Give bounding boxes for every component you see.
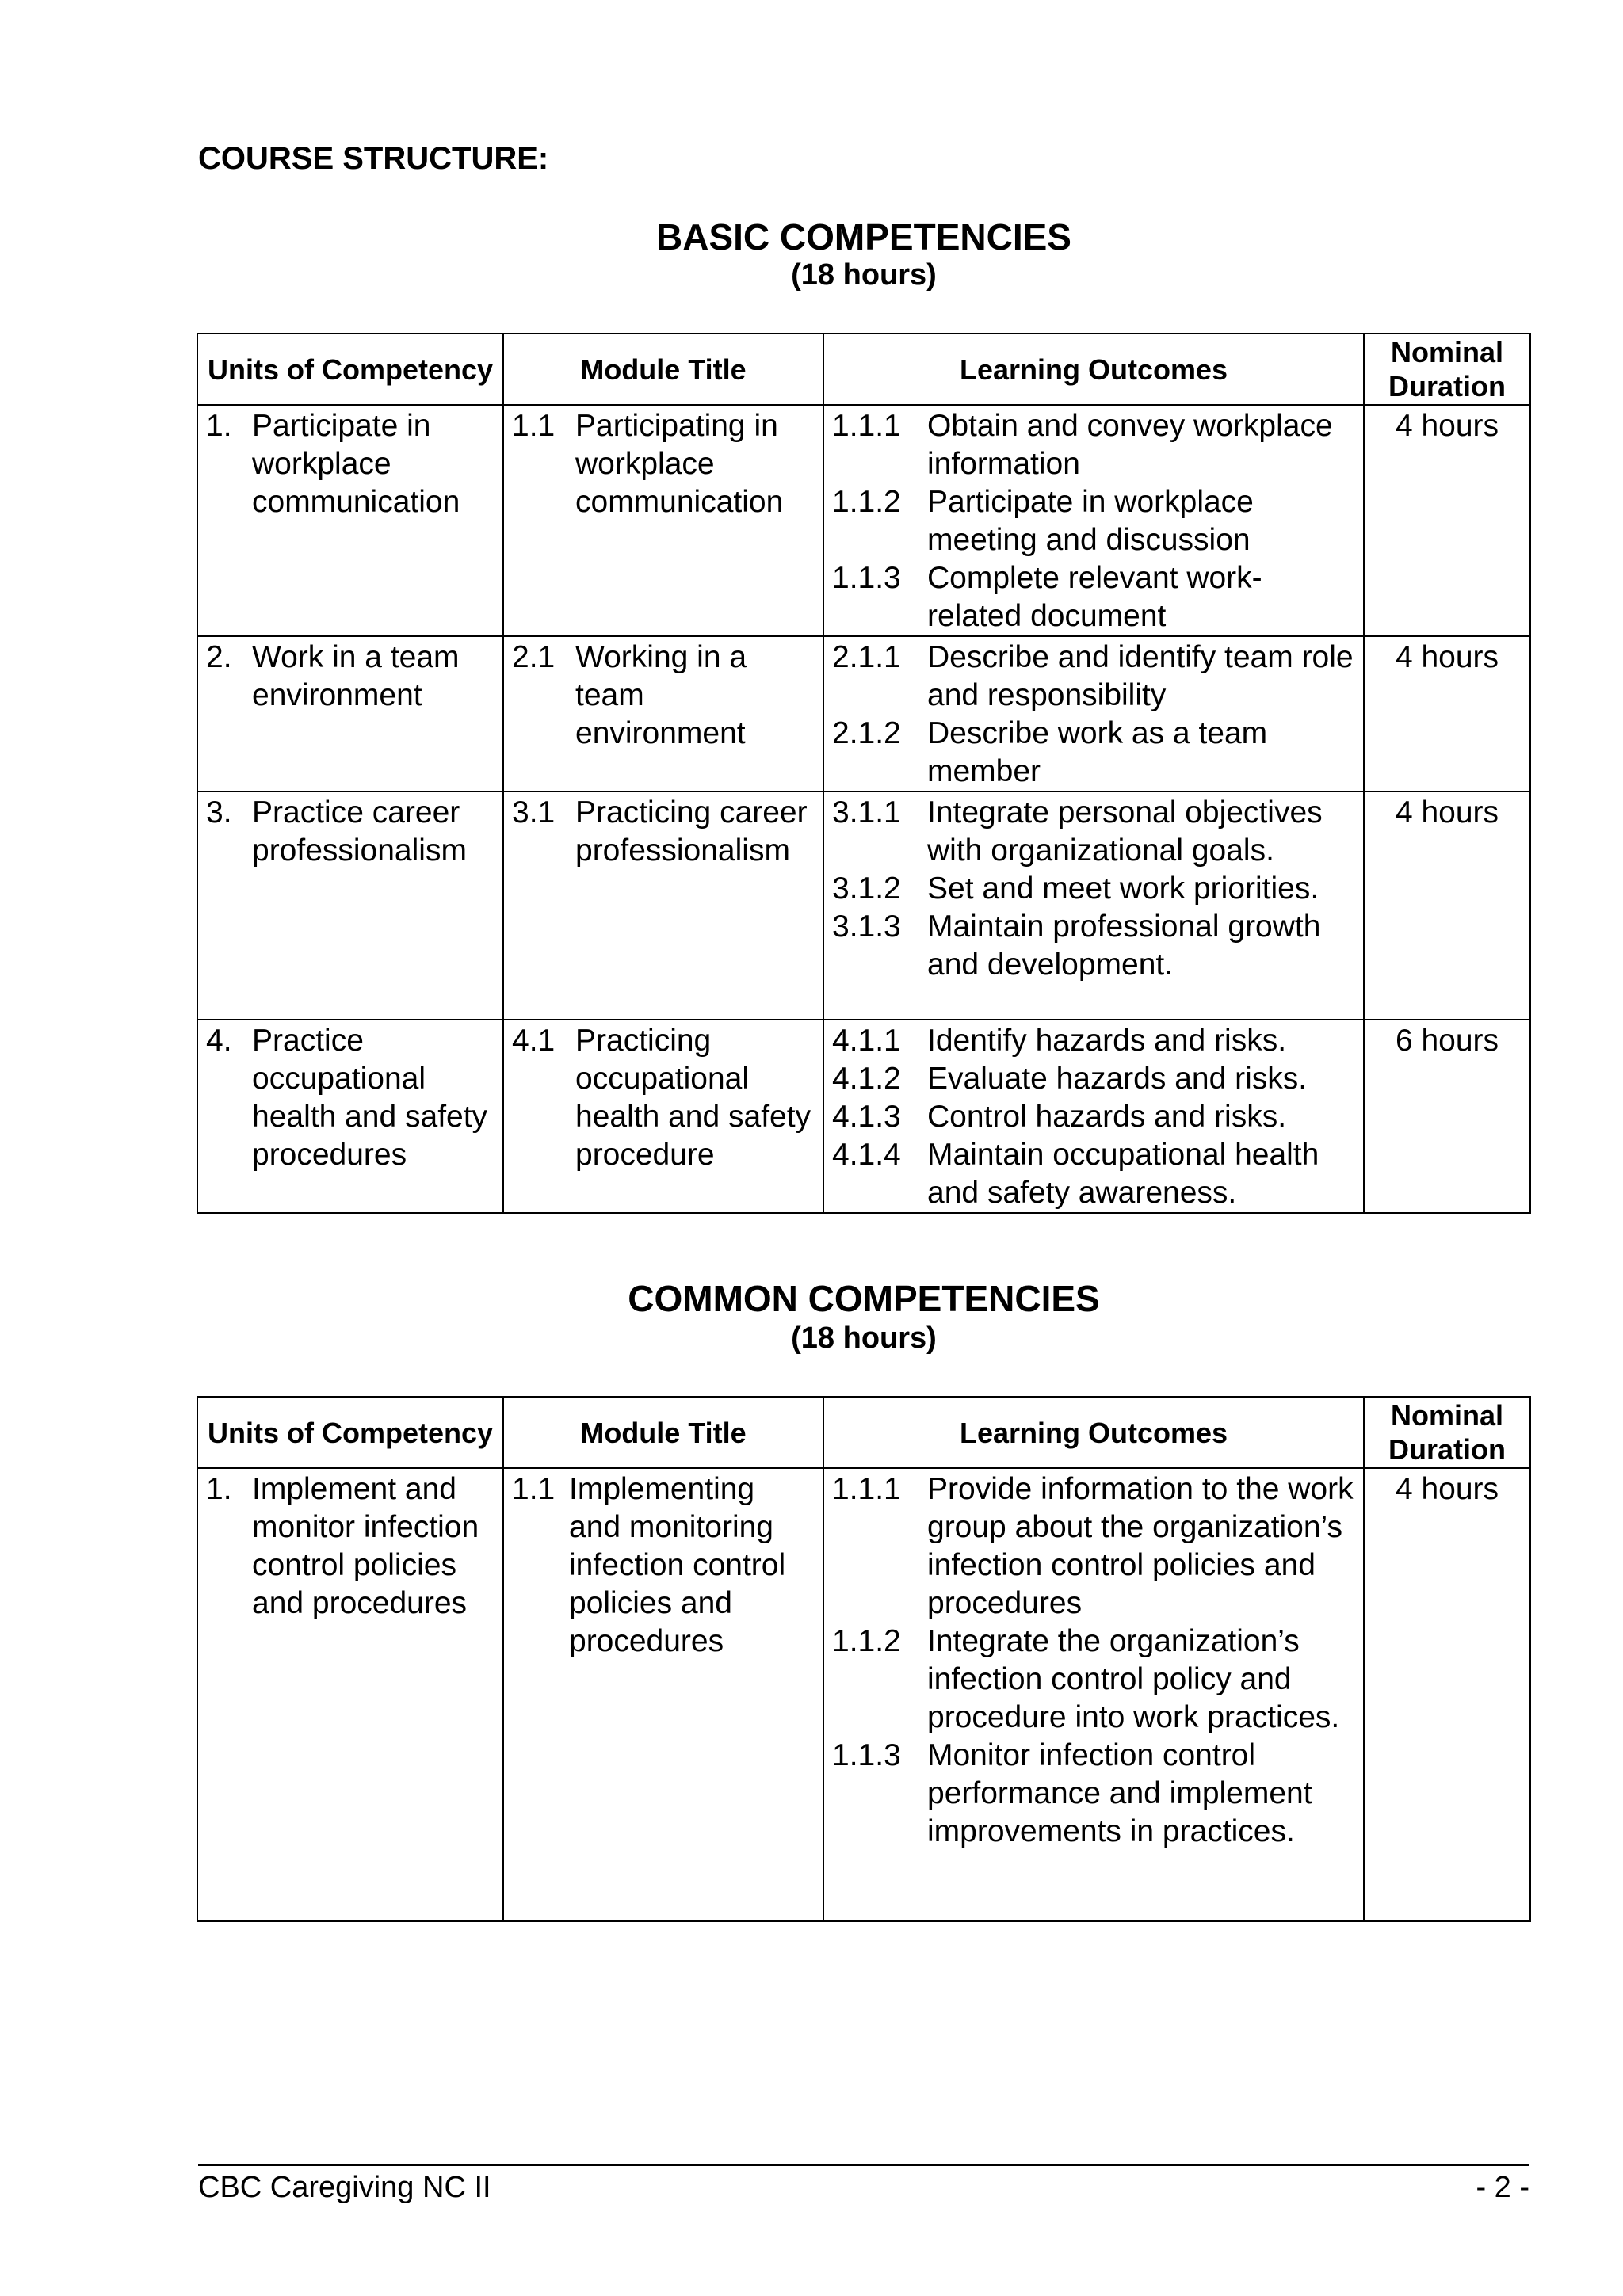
basic-competencies-title: BASIC COMPETENCIES xyxy=(656,216,1071,257)
unit-title: Work in a team environment xyxy=(252,640,460,712)
outcome-number: 1.1.3 xyxy=(832,561,901,595)
outcome-number: 4.1.3 xyxy=(832,1100,901,1134)
outcome-text: Maintain occupational health and safety awareness. xyxy=(927,1138,1319,1210)
outcome-item xyxy=(832,715,1355,791)
col-header-units: Units of Competency xyxy=(197,1397,503,1468)
outcome-item xyxy=(832,1060,1355,1098)
outcome-item xyxy=(832,1022,1355,1060)
outcomes-cell xyxy=(823,791,1364,1020)
outcome-text: Complete relevant work-related document xyxy=(927,561,1262,633)
module-cell xyxy=(503,1020,823,1213)
unit-title: Practice career professionalism xyxy=(252,795,467,868)
outcome-number: 2.1.2 xyxy=(832,716,901,750)
unit-number: 1. xyxy=(206,409,232,443)
table-row xyxy=(197,636,1530,791)
outcome-text: Provide information to the work group about the organization’s infection control policies and procedures xyxy=(927,1472,1354,1620)
outcome-number: 2.1.1 xyxy=(832,640,901,674)
table-row xyxy=(197,1020,1530,1213)
basic-competencies-hours: (18 hours) xyxy=(791,258,937,292)
unit-title: Implement and monitor infection control policies and procedures xyxy=(252,1472,479,1620)
outcome-text: Control hazards and risks. xyxy=(927,1100,1287,1134)
module-title: Practicing occupational health and safety procedure xyxy=(575,1024,812,1172)
table-header-row xyxy=(197,1397,1530,1468)
unit-cell xyxy=(197,1020,503,1213)
outcome-item xyxy=(832,908,1355,984)
outcome-text: Obtain and convey workplace information xyxy=(927,409,1333,481)
outcome-item xyxy=(832,870,1355,908)
outcomes-cell xyxy=(823,1020,1364,1213)
outcome-text: Set and meet work priorities. xyxy=(927,871,1319,906)
outcome-item xyxy=(832,1136,1355,1212)
unit-number: 1. xyxy=(206,1472,232,1506)
outcomes-cell xyxy=(823,636,1364,791)
unit-cell xyxy=(197,405,503,636)
module-number: 1.1 xyxy=(512,1472,556,1506)
unit-title: Practice occupational health and safety procedures xyxy=(252,1024,488,1172)
module-cell xyxy=(503,405,823,636)
unit-cell xyxy=(197,1468,503,1921)
module-number: 1.1 xyxy=(512,409,556,443)
module-title: Implementing and monitoring infection control policies and procedures xyxy=(569,1472,786,1658)
outcome-number: 1.1.2 xyxy=(832,1624,901,1658)
outcome-item xyxy=(832,407,1355,483)
module-cell xyxy=(503,791,823,1020)
outcome-item xyxy=(832,1737,1355,1851)
outcome-number: 4.1.4 xyxy=(832,1138,901,1172)
page-heading: COURSE STRUCTURE: xyxy=(198,141,549,176)
outcome-item xyxy=(832,1623,1355,1737)
outcome-text: Integrate personal objectives with organizational goals. xyxy=(927,795,1323,868)
outcome-number: 4.1.1 xyxy=(832,1024,901,1058)
unit-title: Participate in workplace communication xyxy=(252,409,460,519)
outcome-text: Monitor infection control performance and implement improvements in practices. xyxy=(927,1738,1312,1848)
unit-cell xyxy=(197,791,503,1020)
module-title: Participating in workplace communication xyxy=(575,409,784,519)
module-number: 3.1 xyxy=(512,795,556,830)
footer-divider xyxy=(198,2164,1529,2166)
outcome-text: Integrate the organization’s infection control policy and procedure into work practices. xyxy=(927,1624,1340,1734)
table-header-row xyxy=(197,334,1530,405)
col-header-duration: Nominal Duration xyxy=(1364,334,1530,405)
module-cell xyxy=(503,636,823,791)
outcome-text: Maintain professional growth and development. xyxy=(927,910,1321,982)
basic-competencies-table xyxy=(197,333,1531,1214)
col-header-units: Units of Competency xyxy=(197,334,503,405)
col-header-module: Module Title xyxy=(503,1397,823,1468)
outcome-number: 1.1.1 xyxy=(832,409,901,443)
outcomes-cell xyxy=(823,1468,1364,1921)
module-number: 4.1 xyxy=(512,1024,556,1058)
duration-cell: 4 hours xyxy=(1364,1468,1530,1921)
module-title: Practicing career professionalism xyxy=(575,795,808,868)
module-number: 2.1 xyxy=(512,640,556,674)
outcome-text: Describe work as a team member xyxy=(927,716,1268,788)
module-cell xyxy=(503,1468,823,1921)
outcome-number: 1.1.1 xyxy=(832,1472,901,1506)
footer-title: CBC Caregiving NC II xyxy=(198,2171,491,2204)
outcome-number: 3.1.2 xyxy=(832,871,901,906)
page-number: - 2 - xyxy=(1476,2171,1529,2204)
outcome-number: 3.1.3 xyxy=(832,910,901,944)
outcome-text: Participate in workplace meeting and discussion xyxy=(927,485,1254,557)
duration-cell: 6 hours xyxy=(1364,1020,1530,1213)
duration-cell: 4 hours xyxy=(1364,791,1530,1020)
common-competencies-title: COMMON COMPETENCIES xyxy=(628,1278,1100,1319)
outcome-number: 3.1.1 xyxy=(832,795,901,830)
outcome-item xyxy=(832,794,1355,870)
common-competencies-table xyxy=(197,1396,1531,1922)
common-competencies-hours: (18 hours) xyxy=(791,1322,937,1355)
outcome-item xyxy=(832,559,1355,635)
outcome-text: Evaluate hazards and risks. xyxy=(927,1062,1308,1096)
unit-cell xyxy=(197,636,503,791)
duration-cell: 4 hours xyxy=(1364,405,1530,636)
outcome-item xyxy=(832,639,1355,715)
outcome-number: 1.1.2 xyxy=(832,485,901,519)
table-row xyxy=(197,405,1530,636)
module-title: Working in a team environment xyxy=(575,640,747,750)
outcome-number: 1.1.3 xyxy=(832,1738,901,1772)
outcome-text: Identify hazards and risks. xyxy=(927,1024,1287,1058)
unit-number: 4. xyxy=(206,1024,232,1058)
col-header-duration: Nominal Duration xyxy=(1364,1397,1530,1468)
unit-number: 2. xyxy=(206,640,232,674)
outcome-item xyxy=(832,1098,1355,1136)
outcome-item xyxy=(832,1470,1355,1623)
outcomes-cell xyxy=(823,405,1364,636)
duration-cell: 4 hours xyxy=(1364,636,1530,791)
outcome-text: Describe and identify team role and responsibility xyxy=(927,640,1354,712)
table-row xyxy=(197,1468,1530,1921)
col-header-module: Module Title xyxy=(503,334,823,405)
outcome-number: 4.1.2 xyxy=(832,1062,901,1096)
table-row xyxy=(197,791,1530,1020)
col-header-outcomes: Learning Outcomes xyxy=(823,1397,1364,1468)
outcome-item xyxy=(832,483,1355,559)
col-header-outcomes: Learning Outcomes xyxy=(823,334,1364,405)
unit-number: 3. xyxy=(206,795,232,830)
